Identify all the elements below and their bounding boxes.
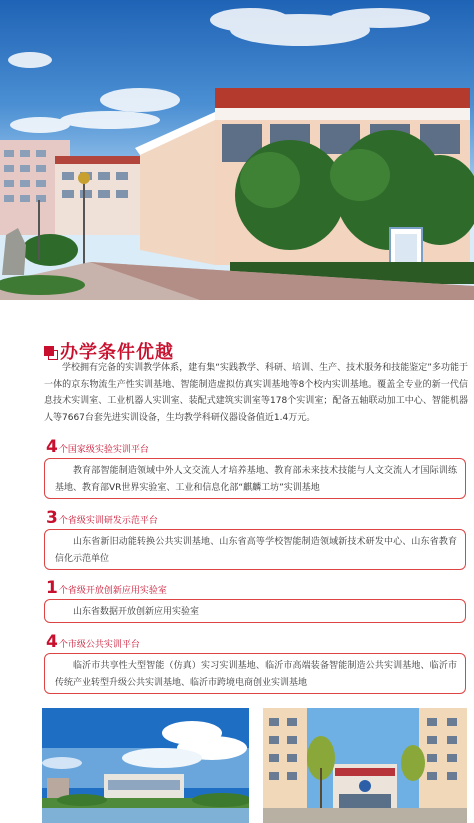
group-box-national: 教育部智能制造领域中外人文交流人才培养基地、教育部未来技术技能与人文交流人才国际训练基地、教育部VR世界实验室、工业和信息化部“麒麟工坊”实训基地 <box>44 458 466 499</box>
section-title: 办学条件优越 <box>60 342 174 363</box>
group-heading-municipal <box>46 632 140 652</box>
group-label: 个市级公共实训平台 <box>58 640 140 650</box>
group-heading-national <box>46 437 149 457</box>
campus-photo-training-building <box>263 708 467 823</box>
group-heading-provincial-lab <box>46 578 167 598</box>
campus-hero-photo <box>0 0 474 300</box>
group-box-municipal: 临沂市共享性大型智能（仿真）实习实训基地、临沂市高端装备智能制造公共实训基地、临沂市传统产业转型升级公共实训基地、临沂市跨境电商创业实训基地 <box>44 653 466 694</box>
group-label: 个国家级实验实训平台 <box>58 445 149 455</box>
group-count: 4 <box>46 437 58 457</box>
bullet-square-icon <box>44 346 54 356</box>
intro-paragraph: 学校拥有完备的实训教学体系，建有集“实践教学、科研、培训、生产、技术服务和技能鉴定”多功能于一体的京东物流生产性实训基地、智能制造虚拟仿真实训基地等8个校内实训基地。覆盖全专业的新一代信息技术实训室、工业机器人实训室、装配式建筑实训室等178个实训室；配备五轴联动加工中心、智能机器人等7667台套先进实训设备，生均教学科研仪器设备值近1.4万元。 <box>44 363 468 423</box>
campus-photo-library <box>42 708 249 823</box>
group-count: 3 <box>46 508 58 528</box>
group-label: 个省级开放创新应用实验室 <box>58 586 167 596</box>
group-count: 1 <box>46 578 58 598</box>
group-heading-provincial-rd <box>46 508 158 528</box>
group-count: 4 <box>46 632 58 652</box>
group-label: 个省级实训研发示范平台 <box>58 516 158 526</box>
group-box-provincial-lab: 山东省数据开放创新应用实验室 <box>44 599 466 623</box>
group-box-provincial-rd: 山东省新旧动能转换公共实训基地、山东省高等学校智能制造领域新技术研发中心、山东省教育信化示范单位 <box>44 529 466 570</box>
